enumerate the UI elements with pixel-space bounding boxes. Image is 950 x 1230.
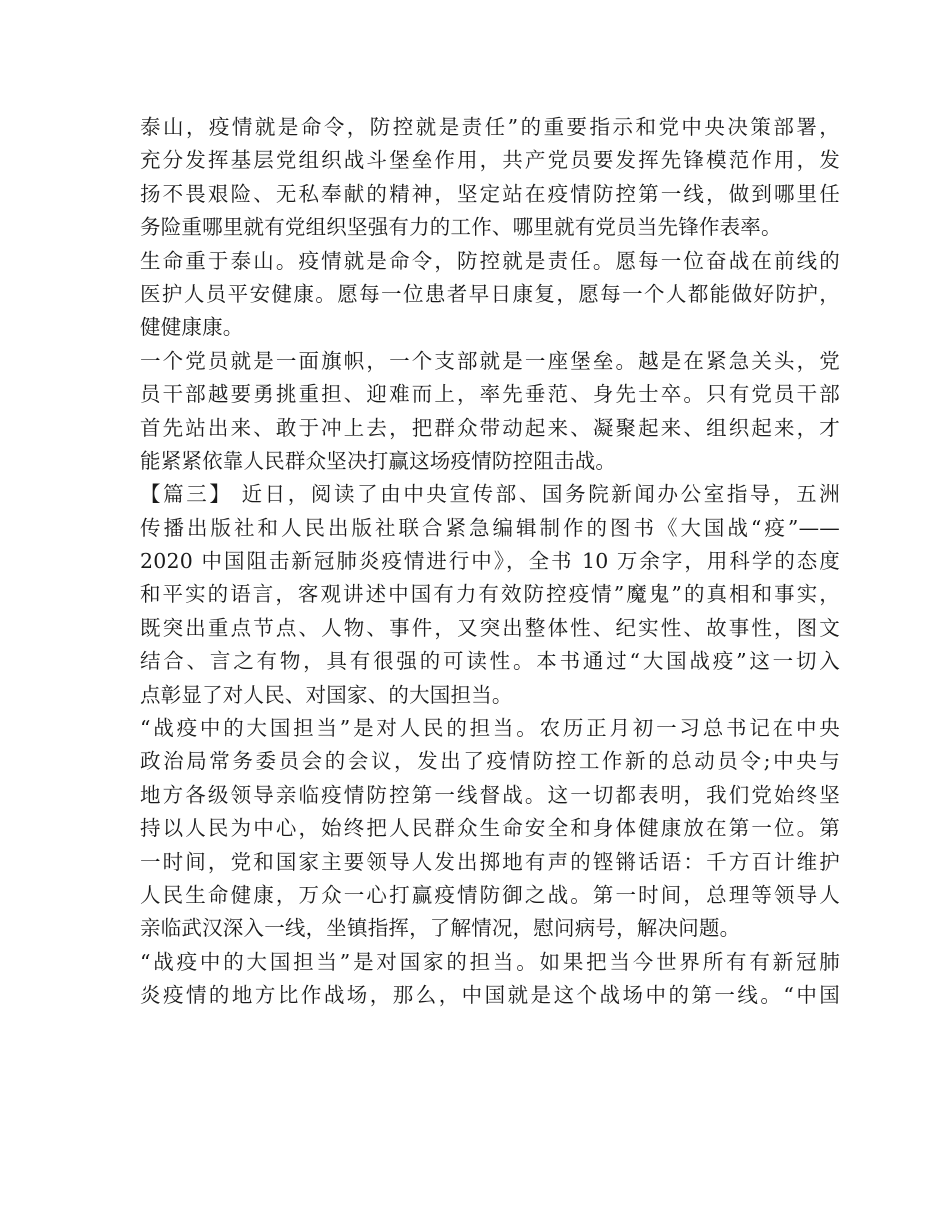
text-line: 一时间，党和国家主要领导人发出掷地有声的铿锵话语：千方百计维护 [140, 849, 840, 874]
text-line: 泰山，疫情就是命令，防控就是责任”的重要指示和党中央决策部署， [140, 115, 840, 139]
text-line: 扬不畏艰险、无私奉献的精神，坚定站在疫情防控第一线，做到哪里任 [140, 181, 840, 206]
text-line: 亲临武汉深入一线，坐镇指挥，了解情况，慰问病号，解决问题。 [140, 916, 741, 941]
text-line: 2020 中国阻击新冠肺炎疫情进行中》，全书 10 万余字，用科学的态度 [140, 549, 840, 574]
text-line: 健健康康。 [140, 315, 244, 340]
text-line: 充分发挥基层党组织战斗堡垒作用，共产党员要发挥先锋模范作用，发 [140, 148, 840, 173]
text-line: 和平实的语言，客观讲述中国有力有效防控疫情”魔鬼”的真相和事实， [140, 582, 840, 607]
text-line: 首先站出来、敢于冲上去，把群众带动起来、凝聚起来、组织起来，才 [140, 415, 840, 440]
text-line: 结合、言之有物，具有很强的可读性。本书通过“大国战疫”这一切入 [140, 649, 840, 674]
text-line: 既突出重点节点、人物、事件，又突出整体性、纪实性、故事性，图文 [140, 615, 840, 640]
text-line: 持以人民为中心，始终把人民群众生命安全和身体健康放在第一位。第 [140, 816, 840, 841]
text-line: 务险重哪里就有党组织坚强有力的工作、哪里就有党员当先锋作表率。 [140, 215, 782, 240]
text-line: 能紧紧依靠人民群众坚决打赢这场疫情防控阻击战。 [140, 448, 617, 473]
text-line: 【篇三】 近日，阅读了由中央宣传部、国务院新闻办公室指导，五洲 [140, 482, 840, 507]
text-line: 政治局常务委员会的会议，发出了疫情防控工作新的总动员令;中央与 [140, 749, 840, 774]
text-line: 生命重于泰山。疫情就是命令，防控就是责任。愿每一位奋战在前线的 [140, 248, 840, 273]
text-line: 一个党员就是一面旗帜，一个支部就是一座堡垒。越是在紧急关头，党 [140, 348, 840, 373]
document-body [140, 111, 840, 1013]
text-line: 员干部越要勇挑重担、迎难而上，率先垂范、身先士卒。只有党员干部 [140, 382, 840, 407]
text-line: 炎疫情的地方比作战场，那么，中国就是这个战场中的第一线。“中国 [140, 983, 840, 1008]
text-line: “战疫中的大国担当”是对国家的担当。如果把当今世界所有有新冠肺 [140, 949, 840, 974]
text-line: 地方各级领导亲临疫情防控第一线督战。这一切都表明，我们党始终坚 [140, 782, 840, 807]
text-line: 点彰显了对人民、对国家、的大国担当。 [140, 682, 513, 707]
text-line: 人民生命健康，万众一心打赢疫情防御之战。第一时间，总理等领导人 [140, 882, 840, 907]
text-line: 医护人员平安健康。愿每一位患者早日康复，愿每一个人都能做好防护， [140, 281, 840, 306]
text-line: “战疫中的大国担当”是对人民的担当。农历正月初一习总书记在中央 [140, 716, 840, 741]
text-line: 传播出版社和人民出版社联合紧急编辑制作的图书《大国战“疫”—— [140, 515, 840, 540]
